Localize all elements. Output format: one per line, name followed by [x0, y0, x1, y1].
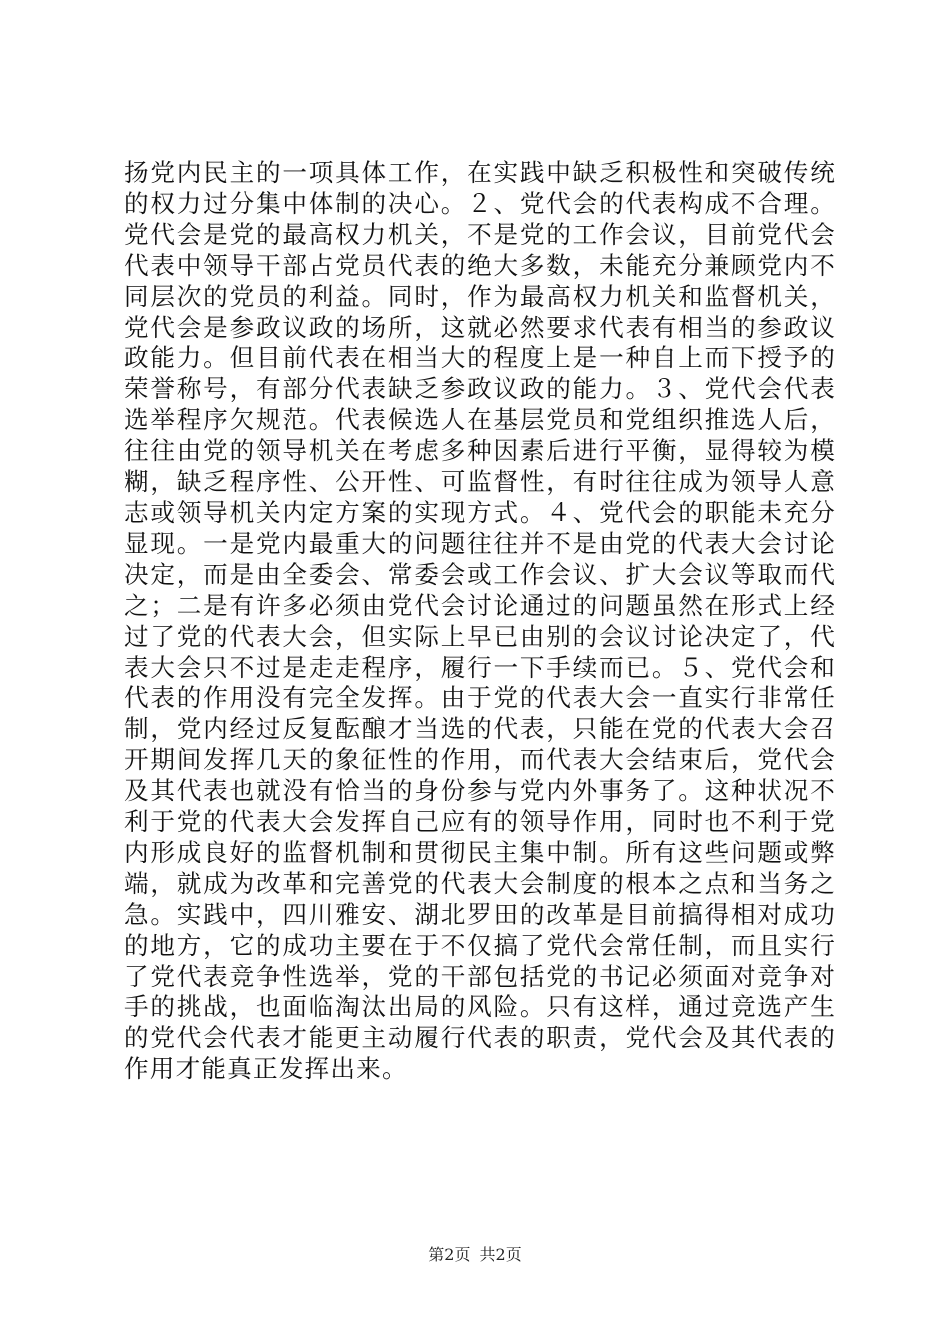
page-total: 共2页 — [479, 1245, 522, 1264]
page-number: 第2页 — [428, 1245, 471, 1264]
body-paragraph: 扬党内民主的一项具体工作，在实践中缺乏积极性和突破传统的权力过分集中体制的决心。２、党代会的代表构成不合理。党代会是党的最高权力机关，不是党的工作会议，目前党代会代表中领导干部占党员代表的绝大多数，未能充分兼顾党内不同层次的党员的利益。同时，作为最高权力机关和监督机关，党代会是参政议政的场所，这就必然要求代表有相当的参政议政能力。但目前代表在相当大的程度上是一种自上而下授予的荣誉称号，有部分代表缺乏参政议政的能力。３、党代会代表选举程序欠规范。代表候选人在基层党员和党组织推选人后，往往由党的领导机关在考虑多种因素后进行平衡，显得较为模糊，缺乏程序性、公开性、可监督性，有时往往成为领导人意志或领导机关内定方案的实现方式。４、党代会的职能未充分显现。一是党内最重大的问题往往并不是由党的代表大会讨论决定，而是由全委会、常委会或工作会议、扩大会议等取而代之；二是有许多必须由党代会讨论通过的问题虽然在形式上经过了党的代表大会，但实际上早已由别的会议讨论决定了，代表大会只不过是走走程序，履行一下手续而已。５、党代会和代表的作用没有完全发挥。由于党的代表大会一直实行非常任制，党内经过反复酝酿才当选的代表，只能在党的代表大会召开期间发挥几天的象征性的作用，而代表大会结束后，党代会及其代表也就没有恰当的身份参与党内外事务了。这种状况不利于党的代表大会发挥自己应有的领导作用，同时也不利于党内形成良好的监督机制和贯彻民主集中制。所有这些问题或弊端，就成为改革和完善党的代表大会制度的根本之点和当务之急。实践中，四川雅安、湖北罗田的改革是目前搞得相对成功的地方，它的成功主要在于不仅搞了党代会常任制，而且实行了党代表竞争性选举，党的干部包括党的书记必须面对竞争对手的挑战，也面临淘汰出局的风险。只有这样，通过竞选产生的党代会代表才能更主动履行代表的职责，党代会及其代表的作用才能真正发挥出来。 — [124, 158, 836, 1084]
page-footer — [0, 1245, 950, 1265]
